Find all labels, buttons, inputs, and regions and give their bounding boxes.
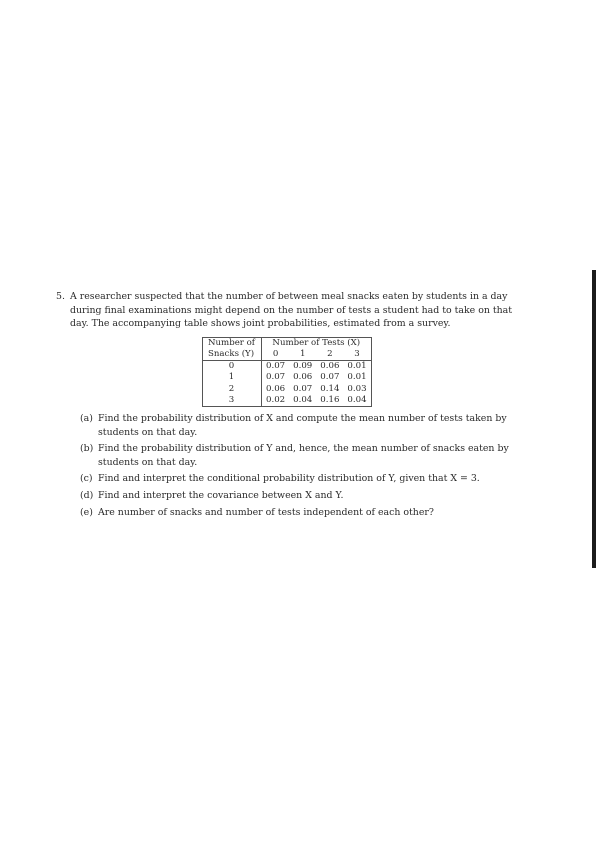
y-value: 1 bbox=[203, 372, 262, 383]
part-b bbox=[80, 442, 532, 469]
part-text: Find the probability distribution of Y and, hence, the mean number of snacks eaten by students on that day. bbox=[98, 443, 509, 468]
part-text: Are number of snacks and number of tests independent of each other? bbox=[98, 506, 434, 518]
table-cell: 0.06 bbox=[320, 361, 340, 372]
part-label: (b) bbox=[80, 443, 94, 455]
table-cell: 0.07 bbox=[320, 372, 340, 383]
table-cell: 0.01 bbox=[343, 372, 371, 383]
problem-parts bbox=[80, 412, 532, 519]
part-label: (e) bbox=[80, 506, 93, 518]
page-edge-bar bbox=[592, 270, 596, 568]
table-cell: 0.16 bbox=[316, 395, 343, 407]
table-cell: 0.06 bbox=[293, 372, 313, 383]
table-cell: 0.07 bbox=[266, 361, 286, 372]
problem-number: 5. bbox=[56, 291, 65, 302]
x-header: Number of Tests (X) bbox=[262, 337, 372, 349]
x-value-3: 3 bbox=[343, 349, 371, 361]
part-label: (a) bbox=[80, 413, 93, 424]
y-header-line1: Number of bbox=[203, 337, 262, 349]
table-cell: 0.02 bbox=[262, 395, 290, 407]
y-value: 3 bbox=[203, 395, 262, 407]
table-cell: 0.04 bbox=[343, 395, 371, 407]
part-d bbox=[80, 489, 532, 503]
table-cell: 0.04 bbox=[289, 395, 316, 407]
x-value-1: 1 bbox=[289, 349, 316, 361]
table-row bbox=[203, 372, 372, 383]
table-row bbox=[203, 395, 372, 407]
y-value: 0 bbox=[203, 361, 262, 373]
y-value: 2 bbox=[203, 384, 262, 395]
problem-stem: A researcher suspected that the number of between meal snacks eaten by students in a day during final examinations might depend on the number of tests a student had to take on that day. The accompanying table shows joint probabilities, estimated from a survey. bbox=[70, 291, 513, 330]
table-cell: 0.07 bbox=[293, 383, 313, 394]
x-value-0: 0 bbox=[262, 349, 290, 361]
part-c bbox=[80, 472, 532, 486]
table-row bbox=[203, 384, 372, 395]
part-e bbox=[80, 506, 532, 520]
part-text: Find and interpret the conditional probability distribution of Y, given that X = 3. bbox=[98, 473, 480, 485]
part-text: Find the probability distribution of X and compute the mean number of tests taken by students on that day. bbox=[98, 413, 507, 438]
part-text: Find and interpret the covariance between X and Y. bbox=[98, 489, 344, 501]
part-a bbox=[80, 412, 532, 439]
table-row bbox=[203, 361, 372, 373]
table-cell: 0.09 bbox=[293, 361, 313, 372]
table-cell: 0.07 bbox=[266, 372, 286, 383]
part-label: (c) bbox=[80, 473, 93, 485]
joint-probability-table bbox=[202, 337, 372, 407]
part-label: (d) bbox=[80, 489, 94, 501]
table-cell: 0.14 bbox=[320, 383, 340, 394]
y-header-line2: Snacks (Y) bbox=[203, 349, 262, 361]
table-cell: 0.06 bbox=[266, 383, 286, 394]
table-cell: 0.03 bbox=[343, 384, 371, 395]
problem bbox=[56, 290, 532, 522]
table-cell: 0.01 bbox=[343, 361, 371, 373]
x-value-2: 2 bbox=[316, 349, 343, 361]
